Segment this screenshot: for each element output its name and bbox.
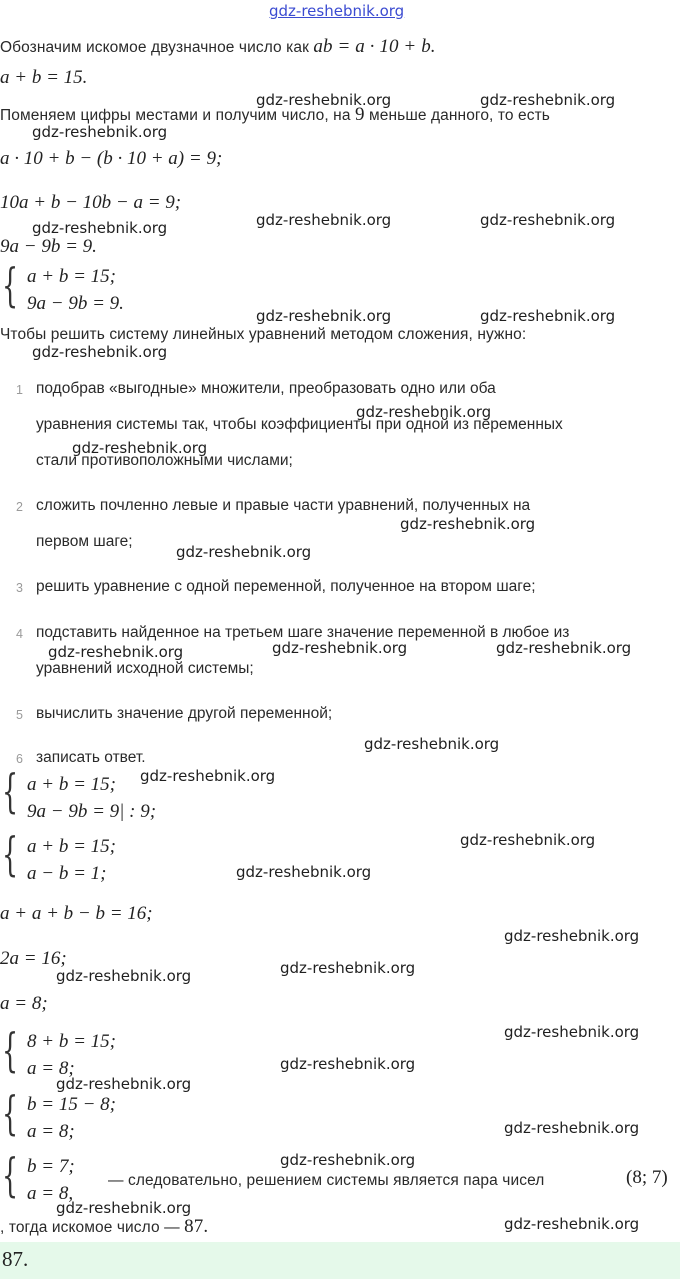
watermark: gdz-reshebnik.org bbox=[280, 1151, 416, 1169]
step-line: уравнения системы так, чтобы коэффициенты при одной из переменных bbox=[36, 416, 563, 433]
method-text: Чтобы решить систему линейных уравнений методом сложения, нужно: bbox=[0, 326, 527, 343]
system-4-row-2: a = 8; bbox=[27, 1058, 75, 1079]
watermark: gdz-reshebnik.org bbox=[496, 639, 632, 657]
eq-expand: 10a + b − 10b − a = 9; bbox=[0, 192, 182, 213]
step-line: стали противоположными числами; bbox=[36, 452, 293, 469]
conclusion-pair: (8; 7) bbox=[626, 1167, 668, 1188]
step-line: сложить почленно левые и правые части уравнений, полученных на bbox=[36, 497, 531, 514]
system-1-row-1: a + b = 15; bbox=[27, 266, 116, 287]
watermark: gdz-reshebnik.org bbox=[32, 343, 168, 361]
step-number: 4 bbox=[16, 627, 23, 641]
site-header-link[interactable]: gdz-reshebnik.org bbox=[269, 2, 405, 20]
watermark: gdz-reshebnik.org bbox=[480, 307, 616, 325]
step-number: 3 bbox=[16, 581, 23, 595]
eq-swap: a · 10 + b − (b · 10 + a) = 9; bbox=[0, 148, 223, 169]
watermark: gdz-reshebnik.org bbox=[356, 403, 492, 421]
system-3-row-1: a + b = 15; bbox=[27, 836, 116, 857]
watermark: gdz-reshebnik.org bbox=[460, 831, 596, 849]
brace-icon: { bbox=[2, 258, 19, 312]
step-line: записать ответ. bbox=[36, 749, 146, 766]
watermark: gdz-reshebnik.org bbox=[364, 735, 500, 753]
eq-add: a + a + b − b = 16; bbox=[0, 903, 153, 924]
step-number: 6 bbox=[16, 752, 23, 766]
conclusion-text: — следовательно, решением системы является пара чисел bbox=[108, 1172, 545, 1189]
system-1-row-2: 9a − 9b = 9. bbox=[27, 293, 124, 314]
brace-icon: { bbox=[2, 1023, 19, 1077]
brace-icon: { bbox=[2, 764, 19, 818]
watermark: gdz-reshebnik.org bbox=[480, 91, 616, 109]
eq-simplified: 9a − 9b = 9. bbox=[0, 236, 97, 257]
final-text-label: , тогда искомое число — bbox=[0, 1219, 180, 1236]
watermark: gdz-reshebnik.org bbox=[400, 515, 536, 533]
eq-a: a = 8; bbox=[0, 993, 48, 1014]
watermark: gdz-reshebnik.org bbox=[48, 643, 184, 661]
watermark: gdz-reshebnik.org bbox=[32, 123, 168, 141]
answer-box bbox=[0, 1242, 680, 1279]
step-line: решить уравнение с одной переменной, полученное на втором шаге; bbox=[36, 578, 536, 595]
step-line: подставить найденное на третьем шаге значение переменной в любое из bbox=[36, 624, 570, 641]
brace-icon: { bbox=[2, 1086, 19, 1140]
watermark: gdz-reshebnik.org bbox=[140, 767, 276, 785]
watermark: gdz-reshebnik.org bbox=[256, 307, 392, 325]
watermark: gdz-reshebnik.org bbox=[176, 543, 312, 561]
watermark: gdz-reshebnik.org bbox=[236, 863, 372, 881]
watermark: gdz-reshebnik.org bbox=[504, 1215, 640, 1233]
system-4-row-1: 8 + b = 15; bbox=[27, 1031, 116, 1052]
system-6-row-1: b = 7; bbox=[27, 1156, 75, 1177]
intro-label: Обозначим искомое двузначное число как bbox=[0, 39, 309, 56]
watermark: gdz-reshebnik.org bbox=[256, 91, 392, 109]
step-number: 1 bbox=[16, 383, 23, 397]
step-line: уравнений исходной системы; bbox=[36, 660, 254, 677]
watermark: gdz-reshebnik.org bbox=[480, 211, 616, 229]
system-5-row-1: b = 15 − 8; bbox=[27, 1094, 116, 1115]
final-text bbox=[0, 1216, 208, 1238]
watermark: gdz-reshebnik.org bbox=[280, 959, 416, 977]
step-line: вычислить значение другой переменной; bbox=[36, 705, 333, 722]
system-5-row-2: a = 8; bbox=[27, 1121, 75, 1142]
step-number: 5 bbox=[16, 708, 23, 722]
swap-text-part2: меньше данного, то есть bbox=[369, 107, 550, 124]
brace-icon: { bbox=[2, 827, 19, 881]
eq-sum: a + b = 15. bbox=[0, 67, 88, 88]
watermark: gdz-reshebnik.org bbox=[272, 639, 408, 657]
watermark: gdz-reshebnik.org bbox=[56, 967, 192, 985]
watermark: gdz-reshebnik.org bbox=[72, 439, 208, 457]
system-2-row-1: a + b = 15; bbox=[27, 774, 116, 795]
watermark: gdz-reshebnik.org bbox=[280, 1055, 416, 1073]
intro-formula: ab = a · 10 + b. bbox=[313, 36, 436, 57]
step-line: подобрав «выгодные» множители, преобразовать одно или оба bbox=[36, 380, 496, 397]
intro-text bbox=[0, 36, 436, 58]
system-3-row-2: a − b = 1; bbox=[27, 863, 107, 884]
system-2-row-2: 9a − 9b = 9| : 9; bbox=[27, 801, 157, 822]
watermark: gdz-reshebnik.org bbox=[256, 211, 392, 229]
brace-icon: { bbox=[2, 1148, 19, 1202]
swap-text-part1: Поменяем цифры местами и получим число, на bbox=[0, 107, 351, 124]
watermark: gdz-reshebnik.org bbox=[504, 1119, 640, 1137]
swap-number: 9 bbox=[355, 104, 365, 125]
watermark: gdz-reshebnik.org bbox=[56, 1199, 192, 1217]
eq-2a: 2a = 16; bbox=[0, 948, 67, 969]
watermark: gdz-reshebnik.org bbox=[56, 1075, 192, 1093]
step-line: первом шаге; bbox=[36, 533, 133, 550]
system-6-row-2: a = 8, bbox=[27, 1183, 74, 1204]
step-number: 2 bbox=[16, 500, 23, 514]
watermark: gdz-reshebnik.org bbox=[504, 1023, 640, 1041]
watermark: gdz-reshebnik.org bbox=[504, 927, 640, 945]
answer-value: 87. bbox=[2, 1247, 29, 1271]
watermark: gdz-reshebnik.org bbox=[32, 219, 168, 237]
final-number: 87. bbox=[184, 1216, 209, 1237]
